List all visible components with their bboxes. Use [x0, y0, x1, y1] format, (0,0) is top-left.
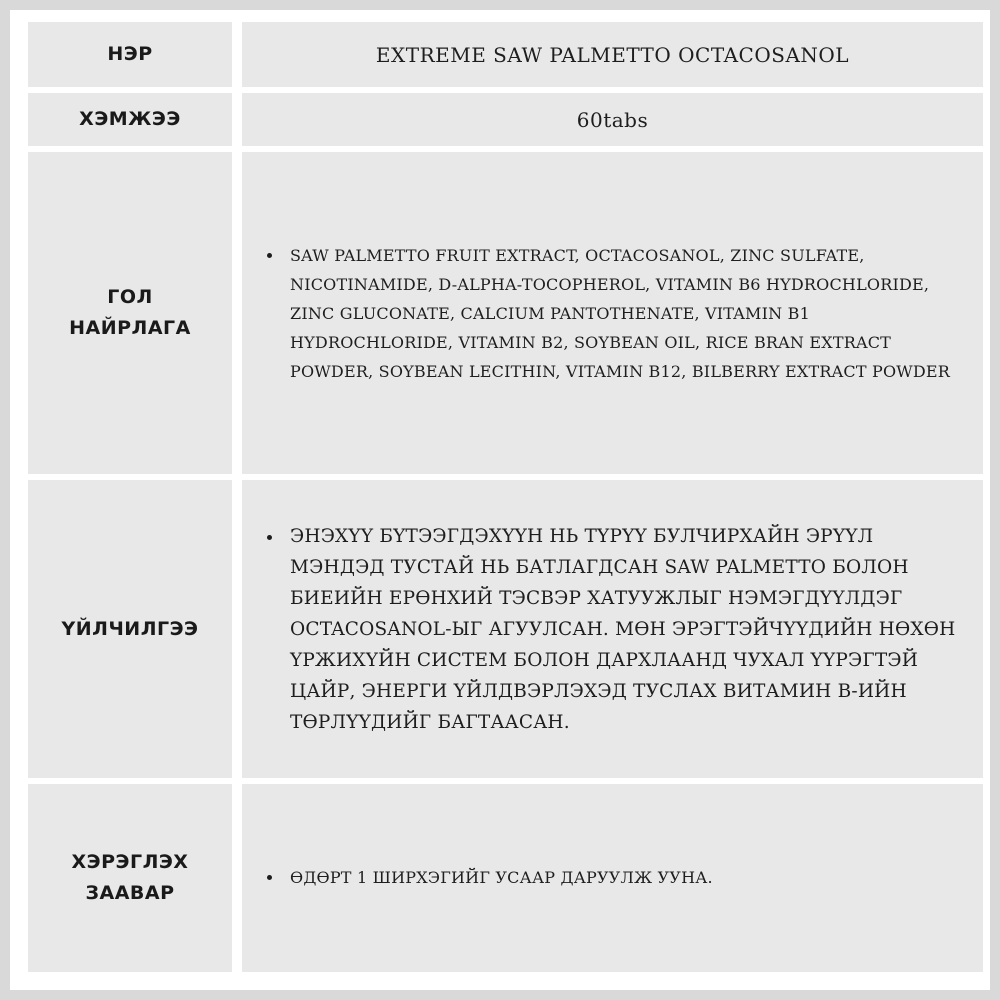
effects-list — [264, 521, 973, 738]
size-label: ХЭМЖЭЭ — [28, 93, 232, 146]
name-label: НЭР — [28, 22, 232, 87]
size-value: 60tabs — [242, 93, 983, 146]
usage-label: ХЭРЭГЛЭХ ЗААВАР — [28, 784, 232, 972]
usage-list — [264, 864, 713, 892]
name-value: EXTREME SAW PALMETTO OCTACOSANOL — [242, 22, 983, 87]
list-item: • SAW PALMETTO FRUIT EXTRACT, OCTACOSANOL, ZINC SULFATE, NICOTINAMIDE, D-ALPHA-TOCOPHEROL, VITAMIN B6 HYDROCHLORIDE, ZINC GLUCONATE, CALCIUM PANTOTHENATE, VITAMIN B1 HYDROCHLORIDE, VITAMIN B2, SOYBEAN OIL, RICE BRAN EXTRACT POWDER, SOYBEAN LECITHIN, VITAMIN B12, BILBERRY EXTRACT POWDER — [284, 241, 973, 386]
effects-value — [242, 480, 983, 778]
list-item: • ЭНЭХҮҮ БҮТЭЭГДЭХҮҮН НЬ ТҮРҮҮ БУЛЧИРХАЙН ЭРҮҮЛ МЭНДЭД ТУСТАЙ НЬ БАТЛАГДСАН SAW PALMETTO БОЛОН БИЕИЙН ЕРӨНХИЙ ТЭСВЭР ХАТУУЖЛЫГ НЭМЭГДҮҮЛДЭГ OCTACOSANOL-ЫГ АГУУЛСАН. МӨН ЭРЭГТЭЙЧҮҮДИЙН НӨХӨН ҮРЖИХҮЙН СИСТЕМ БОЛОН ДАРХЛААНД ЧУХАЛ ҮҮРЭГТЭЙ ЦАЙР, ЭНЕРГИ ҮЙЛДВЭРЛЭХЭД ТУСЛАХ ВИТАМИН В-ИЙН ТӨРЛҮҮДИЙГ БАГТААСАН. — [284, 521, 973, 738]
effects-label: ҮЙЛЧИЛГЭЭ — [28, 480, 232, 778]
list-item: • ӨДӨРТ 1 ШИРХЭГИЙГ УСААР ДАРУУЛЖ УУНА. — [284, 864, 713, 892]
ingredients-list — [264, 241, 973, 386]
ingredients-label: ГОЛ НАЙРЛАГА — [28, 152, 232, 474]
ingredients-value — [242, 152, 983, 474]
page-frame — [10, 10, 990, 990]
usage-value — [242, 784, 983, 972]
product-info-table — [28, 22, 983, 982]
